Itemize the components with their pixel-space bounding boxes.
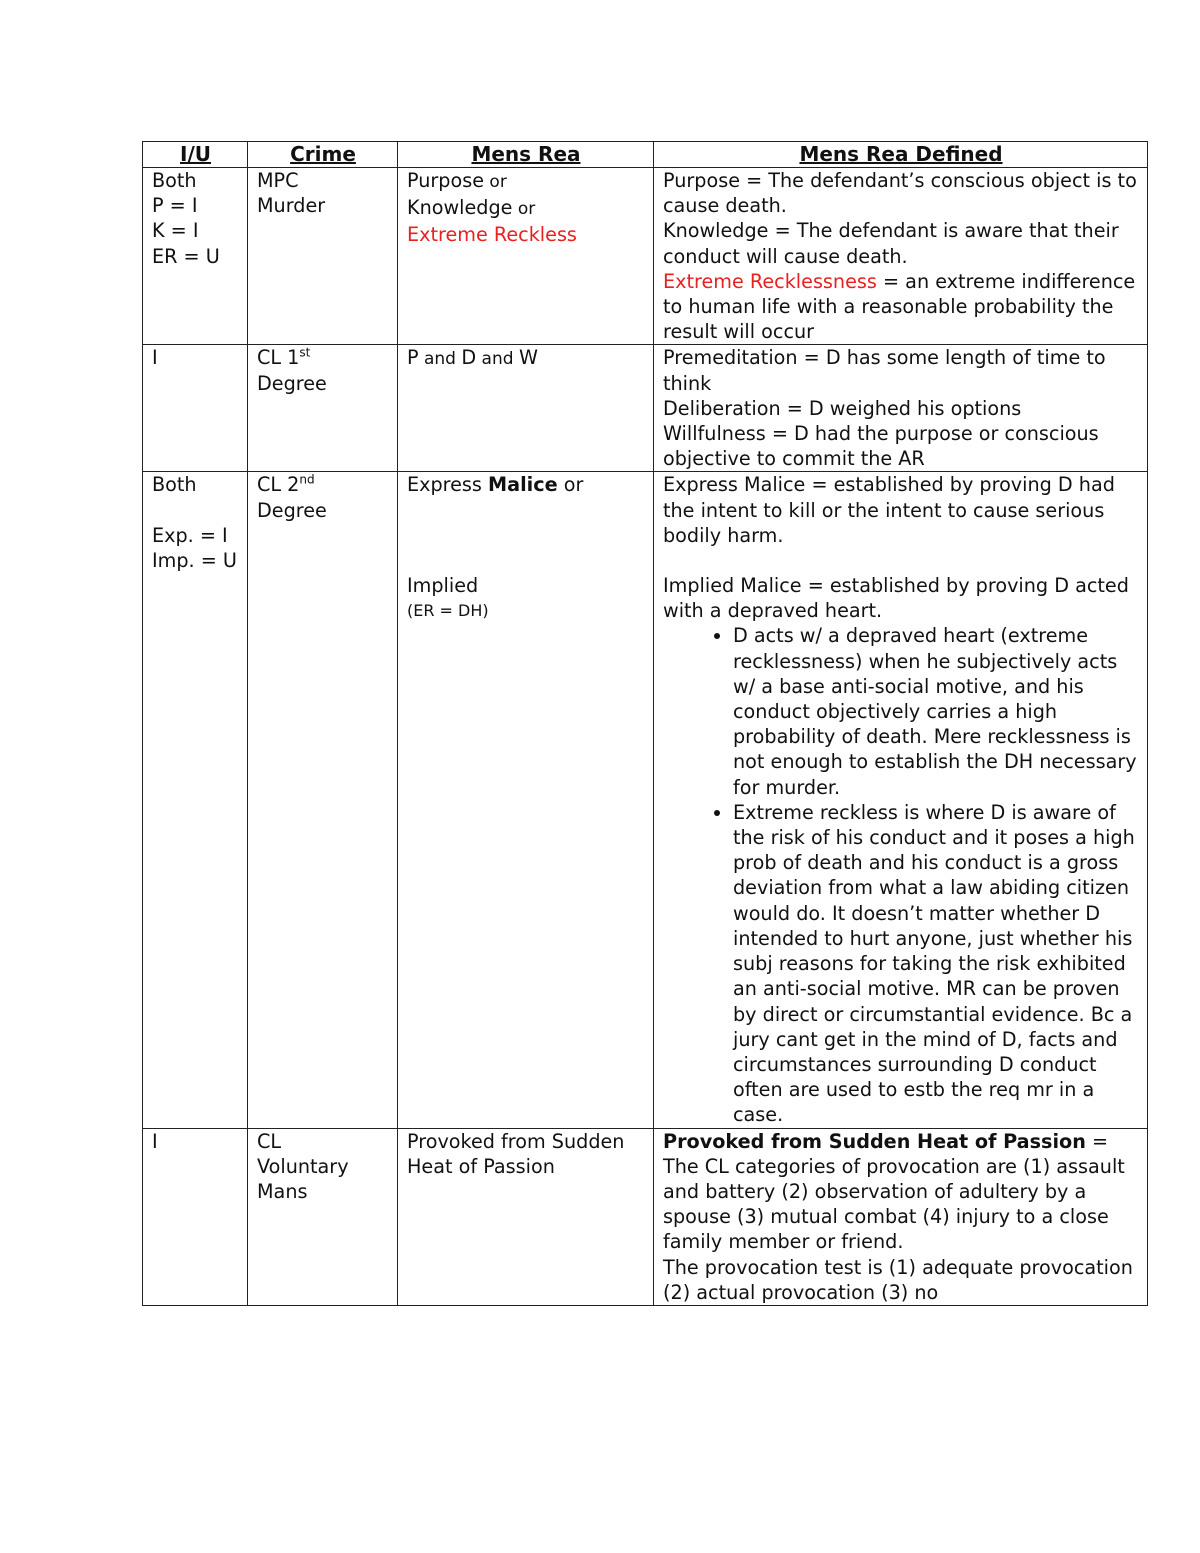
definition-cell: Premeditation = D has some length of time to think Deliberation = D weighed his options Willfulness = D had the purpose or conscious objective to commit the AR [654,345,1148,472]
table-row [143,345,1148,472]
iu-cell: Both P = I K = I ER = U [143,168,248,345]
table-row [143,168,1148,345]
crime-cell: CL Voluntary Mans [248,1128,398,1305]
table-row [143,472,1148,1128]
iu-cell: Both Exp. = I Imp. = U [143,472,248,1128]
mens-rea-cell: P and D and W [398,345,654,472]
crime-cell: MPC Murder [248,168,398,345]
bullet-list [663,623,1139,1127]
definition-cell: Provoked from Sudden Heat of Passion = The CL categories of provocation are (1) assault and battery (2) observation of adultery by a spouse (3) mutual combat (4) injury to a close family member or friend. The provocation test is (1) adequate provocation (2) actual provocation (3) no [654,1128,1148,1305]
definition-cell: Express Malice = established by proving D had the intent to kill or the intent to cause serious bodily harm. Implied Malice = established by proving D acted with a depraved heart. • D acts w/ a depraved heart (extreme recklessness) when he subjectively acts w/ a base anti-social motive, and his conduct objectively carries a high probability of death. Mere recklessness is not enough to establish the DH necessary for murder. • Extreme reckless is where D is aware of the risk of his conduct and it poses a high prob of death and his conduct is a gross deviation from what a law abiding citizen would do. It doesn’t matter whether D intended to hurt anyone, just whether his subj reasons for taking the risk exhibited an anti-social motive. MR can be proven by direct or circumstantial evidence. Bc a jury cant get in the mind of D, facts and circumstances surrounding D conduct often are used to estb the req mr in a case. [654,472,1148,1128]
mens-rea-table [142,141,1148,1306]
header-row [143,142,1148,168]
crime-cell: CL 1st Degree [248,345,398,472]
iu-cell: I [143,345,248,472]
list-item: • Extreme reckless is where D is aware of the risk of his conduct and it poses a high prob of death and his conduct is a gross deviation from what a law abiding citizen would do. It doesn’t matter whether D intended to hurt anyone, just whether his subj reasons for taking the risk exhibited an anti-social motive. MR can be proven by direct or circumstantial evidence. Bc a jury cant get in the mind of D, facts and circumstances surrounding D conduct often are used to estb the req mr in a case. [733,800,1139,1128]
header-crime: Crime [248,142,398,168]
table-row [143,1128,1148,1305]
header-mens-rea: Mens Rea [398,142,654,168]
mens-rea-cell: Purpose or Knowledge or Extreme Reckless [398,168,654,345]
header-iu: I/U [143,142,248,168]
mens-rea-cell: Express Malice or Implied (ER = DH) [398,472,654,1128]
mens-rea-cell: Provoked from Sudden Heat of Passion [398,1128,654,1305]
list-item: • D acts w/ a depraved heart (extreme recklessness) when he subjectively acts w/ a base anti-social motive, and his conduct objectively carries a high probability of death. Mere recklessness is not enough to establish the DH necessary for murder. [733,623,1139,799]
crime-cell: CL 2nd Degree [248,472,398,1128]
header-mens-rea-defined: Mens Rea Defined [654,142,1148,168]
definition-cell: Purpose = The defendant’s conscious object is to cause death. Knowledge = The defendant is aware that their conduct will cause death. Extreme Recklessness = an extreme indifference to human life with a reasonable probability the result will occur [654,168,1148,345]
iu-cell: I [143,1128,248,1305]
